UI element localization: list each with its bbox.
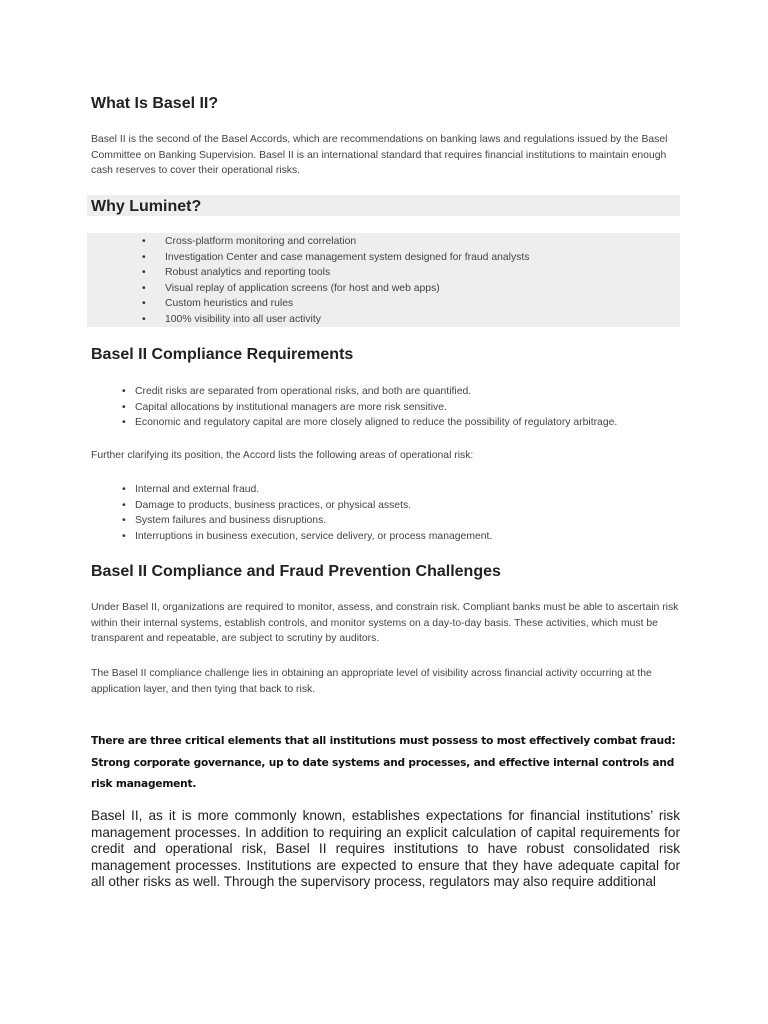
list-item: • Interruptions in business execution, service delivery, or process management. — [122, 529, 492, 545]
why-luminet-heading-bar — [87, 195, 680, 216]
heading-fraud-prevention-challenges: Basel II Compliance and Fraud Prevention Challenges — [91, 563, 501, 580]
list-item: • Credit risks are separated from operational risks, and both are quantified. — [122, 384, 617, 400]
paragraph-operational-risk-intro: Further clarifying its position, the Accord lists the following areas of operational risk: — [91, 450, 474, 461]
list-item: • System failures and business disruptions. — [122, 513, 492, 529]
callout-critical-elements: There are three critical elements that all institutions must possess to most effectively combat fraud: Strong corporate governance, up to date systems and processes, and effective internal controls and risk management. — [91, 735, 676, 790]
list-item: • Capital allocations by institutional managers are more risk sensitive. — [122, 400, 617, 416]
list-item: • Internal and external fraud. — [122, 482, 492, 498]
heading-why-luminet: Why Luminet? — [91, 198, 202, 215]
paragraph-basel-expectations: Basel II, as it is more commonly known, establishes expectations for financial institutions’ risk management processes. In addition to requiring an explicit calculation of capital requirements for credit and operational risk, Basel II requires institutions to have robust consolidated risk management processes. Institutions are expected to ensure that they have adequate capital for all other risks as well. Through the supervisory process, regulators may also require additional — [91, 808, 680, 889]
paragraph-what-is-basel: Basel II is the second of the Basel Accords, which are recommendations on banking laws and regulations issued by the Basel Committee on Banking Supervision. Basel II is an international standard that requires financial institutions to maintain enough cash reserves to cover their operational risks. — [91, 134, 668, 176]
list-item: • Damage to products, business practices, or physical assets. — [122, 498, 492, 514]
list-item: • Custom heuristics and rules — [142, 296, 529, 312]
list-item: • Cross-platform monitoring and correlation — [142, 234, 529, 250]
heading-compliance-requirements: Basel II Compliance Requirements — [91, 346, 354, 363]
list-item: • 100% visibility into all user activity — [142, 312, 529, 328]
why-luminet-list — [142, 234, 529, 327]
heading-what-is-basel: What Is Basel II? — [91, 95, 219, 112]
list-item: • Visual replay of application screens (for host and web apps) — [142, 281, 529, 297]
list-item: • Robust analytics and reporting tools — [142, 265, 529, 281]
paragraph-challenges-2: The Basel II compliance challenge lies in obtaining an appropriate level of visibility across financial activity occurring at the application layer, and then tying that back to risk. — [91, 668, 652, 695]
list-item: • Investigation Center and case management system designed for fraud analysts — [142, 250, 529, 266]
paragraph-challenges-1: Under Basel II, organizations are required to monitor, assess, and constrain risk. Compliant banks must be able to ascertain risk within their internal systems, establish controls, and monitor systems on a day-to-day basis. These activities, which must be transparent and repeatable, are subject to scrutiny by auditors. — [91, 602, 679, 644]
list-item: • Economic and regulatory capital are more closely aligned to reduce the possibility of regulatory arbitrage. — [122, 415, 617, 431]
operational-risk-list — [122, 482, 492, 544]
requirements-list — [122, 384, 617, 431]
